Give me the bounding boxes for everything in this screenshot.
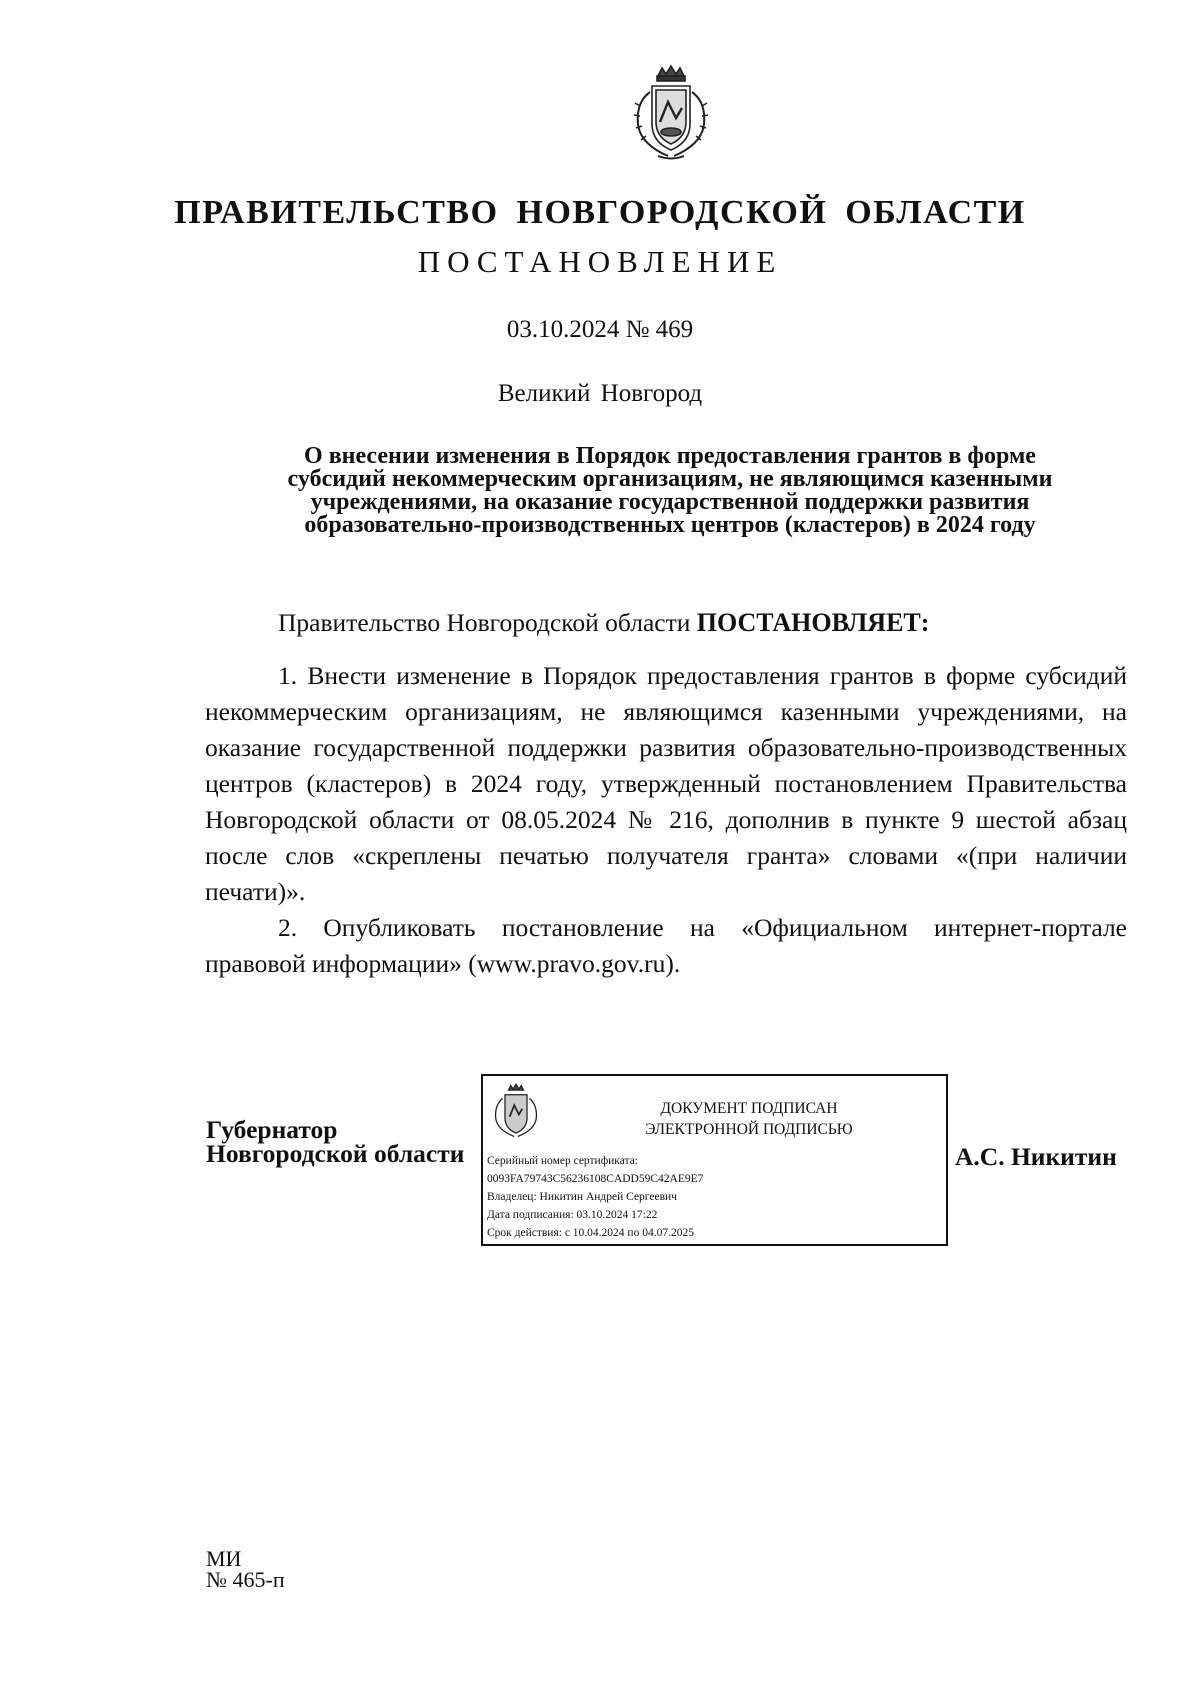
- signatory-name: А.С. Никитин: [955, 1142, 1117, 1171]
- stamp-header-line: ЭЛЕКТРОННОЙ ПОДПИСЬЮ: [645, 1121, 853, 1138]
- stamp-cert-serial: 0093FA79743C56236108CADD59C42AE9E7: [487, 1173, 704, 1185]
- organization-name: ПРАВИТЕЛЬСТВО НОВГОРОДСКОЙ ОБЛАСТИ: [174, 194, 1026, 231]
- document-date-number: 03.10.2024 № 469: [506, 316, 694, 343]
- preamble: [278, 608, 929, 638]
- signatory-position: [206, 1115, 465, 1168]
- stamp-header-line: ДОКУМЕНТ ПОДПИСАН: [660, 1100, 838, 1117]
- title-line: образовательно-производственных центров (кластеров) в 2024 году: [304, 512, 1036, 538]
- stamp-signed-date: Дата подписания: 03.10.2024 17:22: [487, 1209, 658, 1221]
- stamp-validity: Срок действия: с 10.04.2024 по 04.07.2025: [487, 1227, 694, 1239]
- title-line: субсидий некоммерческим организациям, не являющимся казенными: [287, 466, 1053, 492]
- document-title: [212, 445, 1128, 537]
- document-body: [205, 658, 1127, 982]
- footer-doc-ref: № 465-п: [206, 1567, 285, 1592]
- title-line: учреждениями, на оказание государственной поддержки развития: [310, 489, 1030, 515]
- position-line: Губернатор: [206, 1115, 338, 1144]
- stamp-details: [487, 1152, 703, 1242]
- preamble-text: Правительство Новгородской области: [278, 608, 697, 637]
- document-city: Великий Новгород: [497, 380, 703, 407]
- preamble-keyword: ПОСТАНОВЛЯЕТ:: [696, 608, 930, 637]
- document-type: ПОСТАНОВЛЕНИЕ: [417, 244, 783, 279]
- stamp-header: [559, 1098, 939, 1140]
- paragraph-item-1: 1. Внести изменение в Порядок предоставления грантов в форме субсидий некоммерческим организациям, не являющимся казенными учреждениями, на оказание государственной поддержки развития образовательно-производственных центров (кластеров) в 2024 году, утвержденный постановлением Правительства Новгородской области от 08.05.2024 № 216, дополнив в пункте 9 шестой абзац после слов «скреплены печатью получателя гранта» словами «(при наличии печати)».: [205, 661, 1127, 906]
- title-line: О внесении изменения в Порядок предоставления грантов в форме: [304, 443, 1036, 469]
- stamp-owner: Владелец: Никитин Андрей Сергеевич: [487, 1191, 677, 1203]
- position-line: Новгородской области: [206, 1139, 465, 1168]
- paragraph-item-2: 2. Опубликовать постановление на «Официальном интернет-портале правовой информации» (www.pravo.gov.ru).: [205, 913, 1127, 978]
- coat-of-arms-icon: [628, 62, 714, 162]
- footer-initials: МИ: [206, 1546, 242, 1571]
- footer-reference: [206, 1548, 285, 1590]
- stamp-cert-label: Серийный номер сертификата:: [487, 1155, 638, 1167]
- electronic-signature-stamp: [481, 1074, 948, 1246]
- coat-of-arms-icon: [491, 1082, 541, 1140]
